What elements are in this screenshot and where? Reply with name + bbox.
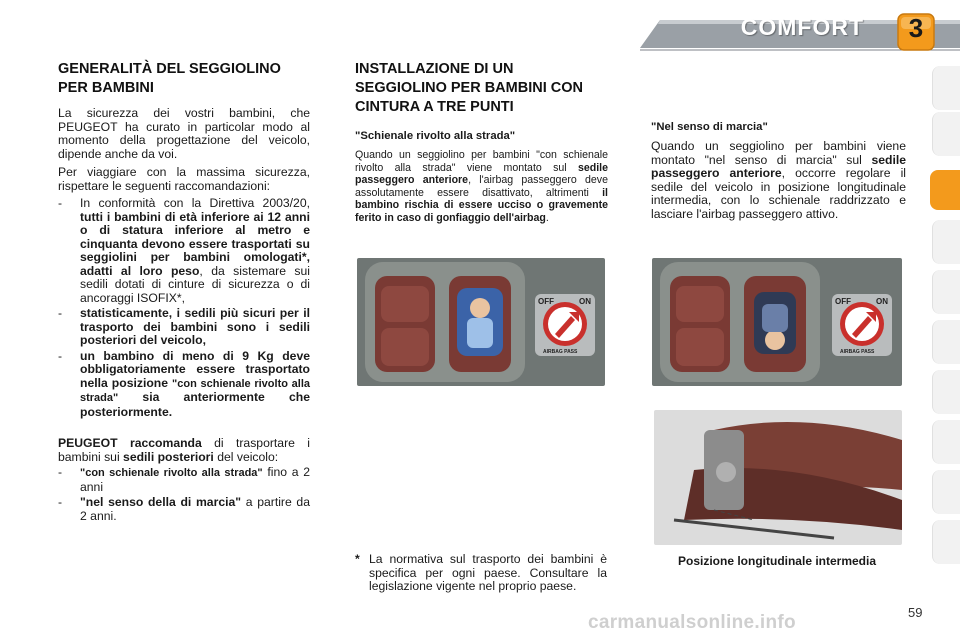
section-title: COMFORT xyxy=(740,14,864,40)
rear-facing-seat-diagram xyxy=(357,258,605,386)
chapter-tab[interactable] xyxy=(932,470,960,514)
seat-rail-photo xyxy=(654,410,902,545)
left-column xyxy=(58,60,310,523)
airbag-on-label: ON xyxy=(876,297,888,306)
middle-heading: INSTALLAZIONE DI UN SEGGIOLINO PER BAMBINI CON CINTURA A TRE PUNTI xyxy=(355,61,583,115)
chapter-tab[interactable] xyxy=(932,270,960,314)
footnote xyxy=(355,553,607,594)
airbag-off-label: OFF xyxy=(538,297,554,306)
right-column xyxy=(651,120,906,221)
list-item: - statisticamente, i sedili più sicuri per il trasporto dei bambini sono i sedili posteriori del veicolo, xyxy=(58,306,310,347)
header-band xyxy=(0,0,960,62)
list-item: - un bambino di meno di 9 Kg deve obbligatoriamente essere trasportato nella posizione "con schienale rivolto alla strada" sia anteriormente che posteriormente. xyxy=(58,348,310,419)
chapter-tab[interactable] xyxy=(932,420,960,464)
forward-facing-subheading: "Nel senso di marcia" xyxy=(651,121,768,133)
rear-facing-subheading: "Schienale rivolto alla strada" xyxy=(355,130,516,142)
middle-column xyxy=(355,60,608,225)
age-list xyxy=(58,466,310,523)
chapter-tab[interactable] xyxy=(932,66,960,110)
seat-position-caption: Posizione longitudinale intermedia xyxy=(677,554,877,568)
airbag-on-label: ON xyxy=(579,297,591,306)
forward-facing-text: Quando un seggiolino per bambini viene montato "nel senso di marcia" sul sedile passeggero anteriore, occorre regolare il sedile del veicolo in posizione longitudinale intermedia, con lo schienale raddrizzato e lasciare l'airbag passeggero attivo. xyxy=(651,139,906,221)
rear-facing-text: Quando un seggiolino per bambini "con schienale rivolto alla strada" viene montato sul sedile passeggero anteriore, l'airbag passeggero deve assolutamente essere disattivato, altrimenti il bambino rischia di essere ucciso o gravemente ferito in caso di gonfiaggio dell'airbag. xyxy=(355,149,608,224)
seat-position-image xyxy=(654,410,902,545)
car-interior-top-view-image xyxy=(652,258,902,386)
list-item: - In conformità con la Direttiva 2003/20, tutti i bambini di età inferiore ai 12 anni o di statura inferiore al metro e cinquanta devono essere trasportati su seggiolini per bambini omologati*, adatti al loro peso, da sistemare sui sedili dotati di cinture di sicurezza o di ancoraggi ISOFIX*, xyxy=(58,196,310,305)
peugeot-recommends: PEUGEOT raccomanda di trasportare i bambini sui sedili posteriori del veicolo: xyxy=(58,436,310,464)
recommendations-intro: Per viaggiare con la massima sicurezza, rispettare le seguenti raccomandazioni: xyxy=(58,165,310,193)
chapter-tab[interactable] xyxy=(932,112,960,156)
recommendation-list xyxy=(58,197,310,419)
airbag-pass-label: AIRBAG PASS xyxy=(543,349,578,355)
left-heading: GENERALITÀ DEL SEGGIOLINO PER BAMBINI xyxy=(58,61,281,96)
chapter-tab[interactable] xyxy=(932,370,960,414)
airbag-pass-label: AIRBAG PASS xyxy=(840,349,875,355)
watermark: carmanualsonline.info xyxy=(588,612,796,633)
page-number: 59 xyxy=(908,605,923,620)
forward-facing-seat-diagram xyxy=(652,258,902,386)
chapter-tab[interactable] xyxy=(932,320,960,364)
list-item: - "nel senso della di marcia" a partire da 2 anni. xyxy=(58,495,310,523)
chapter-tab-active[interactable] xyxy=(930,170,960,210)
chapter-tab[interactable] xyxy=(932,220,960,264)
chapter-tab-strip xyxy=(928,66,960,576)
footnote-text: La normativa sul trasporto dei bambini è specifica per ogni paese. Consultare la legislazione vigente nel proprio paese. xyxy=(369,552,607,593)
list-item: - "con schienale rivolto alla strada" fino a 2 anni xyxy=(58,465,310,494)
car-interior-top-view-image xyxy=(357,258,605,386)
footnote-star: * xyxy=(355,552,360,566)
intro-paragraph: La sicurezza dei vostri bambini, che PEUGEOT ha curato in particolar modo al momento della progettazione del veicolo, dipende anche da voi. xyxy=(58,106,310,161)
chapter-tab[interactable] xyxy=(932,520,960,564)
airbag-off-label: OFF xyxy=(835,297,851,306)
chapter-number: 3 xyxy=(908,13,924,43)
